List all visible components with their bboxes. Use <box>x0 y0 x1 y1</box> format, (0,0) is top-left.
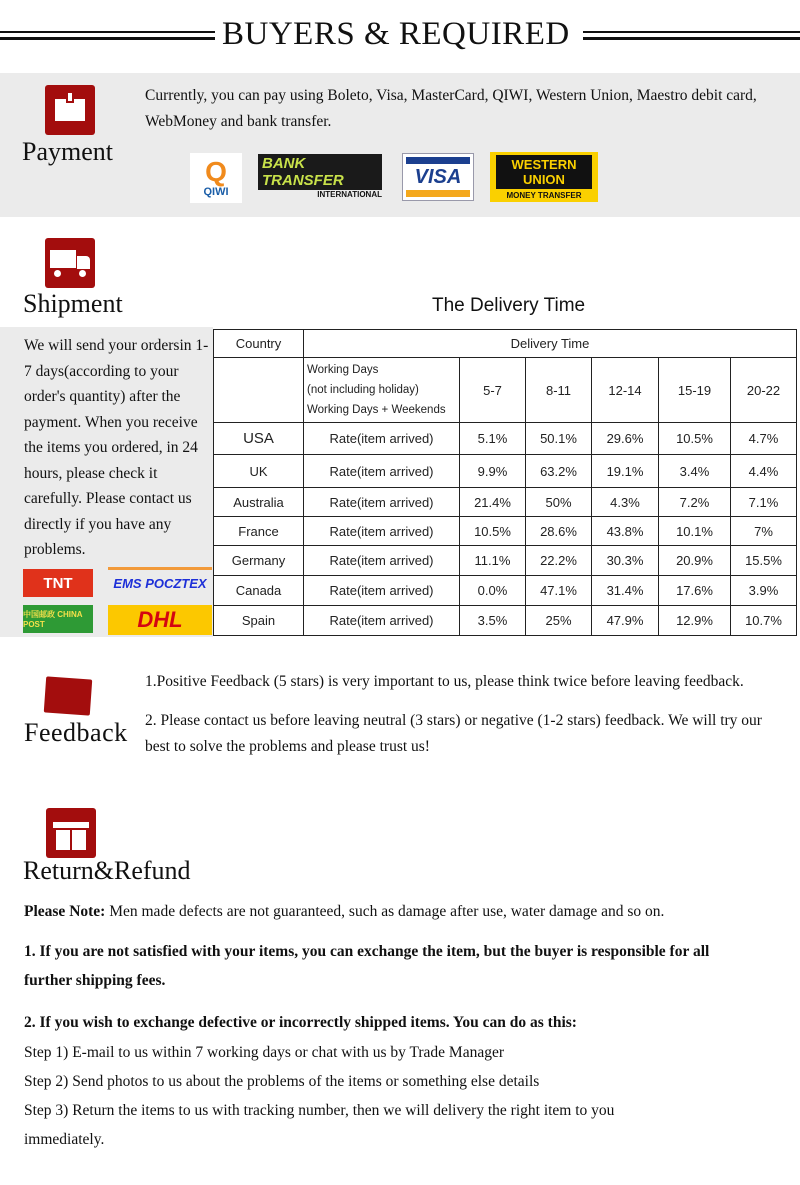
rate-label-cell: Rate(item arrived) <box>304 546 460 576</box>
table-row <box>214 455 797 488</box>
rate-value-cell: 10.7% <box>731 606 797 636</box>
tnt-logo: TNT <box>23 569 93 597</box>
rate-label-cell: Rate(item arrived) <box>304 423 460 455</box>
refund-heading: Return&Refund <box>23 856 191 885</box>
rate-value-cell: 63.2% <box>526 455 592 488</box>
rate-value-cell: 3.9% <box>731 576 797 606</box>
range-cell: 5-7 <box>460 358 526 423</box>
rate-value-cell: 3.4% <box>659 455 731 488</box>
table-row <box>214 606 797 636</box>
rate-value-cell: 0.0% <box>460 576 526 606</box>
rate-value-cell: 10.5% <box>460 517 526 546</box>
rate-value-cell: 43.8% <box>592 517 659 546</box>
feedback-p2: 2. Please contact us before leaving neutral (3 stars) or negative (1-2 stars) feedback. We will try our best to solve the problems and please trust us! <box>145 712 762 755</box>
shipment-heading: Shipment <box>23 289 123 318</box>
table-row <box>214 517 797 546</box>
refund-p2: 2. If you wish to exchange defective or incorrectly shipped items. You can do as this: <box>24 1014 577 1031</box>
rate-value-cell: 17.6% <box>659 576 731 606</box>
country-cell: Canada <box>214 576 304 606</box>
rate-value-cell: 7.1% <box>731 488 797 517</box>
table-row <box>214 546 797 576</box>
country-cell: France <box>214 517 304 546</box>
country-cell: UK <box>214 455 304 488</box>
china-post-logo: 中国邮政 CHINA POST <box>23 605 93 633</box>
range-cell: 15-19 <box>659 358 731 423</box>
rate-label-cell: Rate(item arrived) <box>304 576 460 606</box>
rate-value-cell: 9.9% <box>460 455 526 488</box>
refund-p1: 1. If you are not satisfied with your items, you can exchange the item, but the buyer is responsible for all further shipping fees. <box>24 943 710 989</box>
rate-label-cell: Rate(item arrived) <box>304 517 460 546</box>
visa-logo: VISA <box>402 153 474 201</box>
rate-value-cell: 12.9% <box>659 606 731 636</box>
refund-step2: Step 2) Send photos to us about the problems of the items or something else details <box>24 1073 540 1090</box>
rate-value-cell: 50.1% <box>526 423 592 455</box>
header-rule-left <box>0 31 215 40</box>
refund-note: Please Note: Men made defects are not guaranteed, such as damage after use, water damage and so on. <box>24 903 665 920</box>
rate-value-cell: 4.4% <box>731 455 797 488</box>
delivery-time-table <box>213 329 797 636</box>
dhl-logo: DHL <box>108 605 212 635</box>
refund-step1: Step 1) E-mail to us within 7 working days or chat with us by Trade Manager <box>24 1044 505 1061</box>
feedback-heading: Feedback <box>24 718 128 747</box>
bank-transfer-logo: BANK TRANSFER INTERNATIONAL <box>258 159 382 193</box>
rate-value-cell: 7.2% <box>659 488 731 517</box>
country-cell: Germany <box>214 546 304 576</box>
rate-value-cell: 22.2% <box>526 546 592 576</box>
rate-value-cell: 15.5% <box>731 546 797 576</box>
header-country: Country <box>214 330 304 358</box>
rate-value-cell: 11.1% <box>460 546 526 576</box>
rate-value-cell: 10.1% <box>659 517 731 546</box>
table-row <box>214 423 797 455</box>
rate-value-cell: 29.6% <box>592 423 659 455</box>
range-cell: 12-14 <box>592 358 659 423</box>
table-row <box>214 488 797 517</box>
header-delivery-time: Delivery Time <box>304 330 797 358</box>
qiwi-q-icon: Q <box>205 156 227 187</box>
payment-section <box>0 73 800 217</box>
download-icon <box>45 85 95 135</box>
page-title: BUYERS & REQUIRED <box>222 16 570 52</box>
rate-value-cell: 25% <box>526 606 592 636</box>
rate-value-cell: 10.5% <box>659 423 731 455</box>
rate-value-cell: 4.7% <box>731 423 797 455</box>
rate-value-cell: 5.1% <box>460 423 526 455</box>
rate-value-cell: 20.9% <box>659 546 731 576</box>
rate-value-cell: 28.6% <box>526 517 592 546</box>
truck-icon <box>45 238 95 288</box>
rate-value-cell: 3.5% <box>460 606 526 636</box>
rate-value-cell: 19.1% <box>592 455 659 488</box>
rate-label-cell: Rate(item arrived) <box>304 606 460 636</box>
rate-label-cell: Rate(item arrived) <box>304 455 460 488</box>
ems-logo: EMS POCZTEX <box>108 567 212 597</box>
range-cell: 8-11 <box>526 358 592 423</box>
country-cell: USA <box>214 423 304 455</box>
shipment-text: We will send your ordersin 1-7 days(according to your order's quantity) after the payment. When you receive the items you ordered, in 24 hours, please check it carefully. Please contact us directly if you have any problems. <box>24 337 209 558</box>
delivery-table-title: The Delivery Time <box>432 295 586 316</box>
rate-value-cell: 47.1% <box>526 576 592 606</box>
payment-text: Currently, you can pay using Boleto, Visa, MasterCard, QIWI, Western Union, Maestro debit card, WebMoney and bank transfer. <box>145 87 757 130</box>
rate-value-cell: 7% <box>731 517 797 546</box>
range-cell: 20-22 <box>731 358 797 423</box>
rate-value-cell: 4.3% <box>592 488 659 517</box>
header-rule-right <box>583 31 800 40</box>
feedback-icon <box>44 676 93 715</box>
qiwi-logo: Q QIWI <box>190 153 242 203</box>
rate-value-cell: 30.3% <box>592 546 659 576</box>
rate-value-cell: 21.4% <box>460 488 526 517</box>
rate-value-cell: 47.9% <box>592 606 659 636</box>
country-cell: Spain <box>214 606 304 636</box>
feedback-p1: 1.Positive Feedback (5 stars) is very important to us, please think twice before leaving feedback. <box>145 673 744 690</box>
rate-value-cell: 31.4% <box>592 576 659 606</box>
refund-step3: Step 3) Return the items to us with tracking number, then we will delivery the right item to you immediately. <box>24 1102 615 1148</box>
payment-heading: Payment <box>22 137 113 166</box>
gift-icon <box>46 808 96 858</box>
rate-value-cell: 50% <box>526 488 592 517</box>
western-union-logo: WESTERN UNION MONEY TRANSFER <box>490 152 598 202</box>
country-cell: Australia <box>214 488 304 517</box>
shipment-text-panel <box>0 327 213 637</box>
table-row <box>214 576 797 606</box>
rate-label-cell: Rate(item arrived) <box>304 488 460 517</box>
working-days-desc: Working Days (not including holiday) Working Days + Weekends <box>304 358 460 423</box>
